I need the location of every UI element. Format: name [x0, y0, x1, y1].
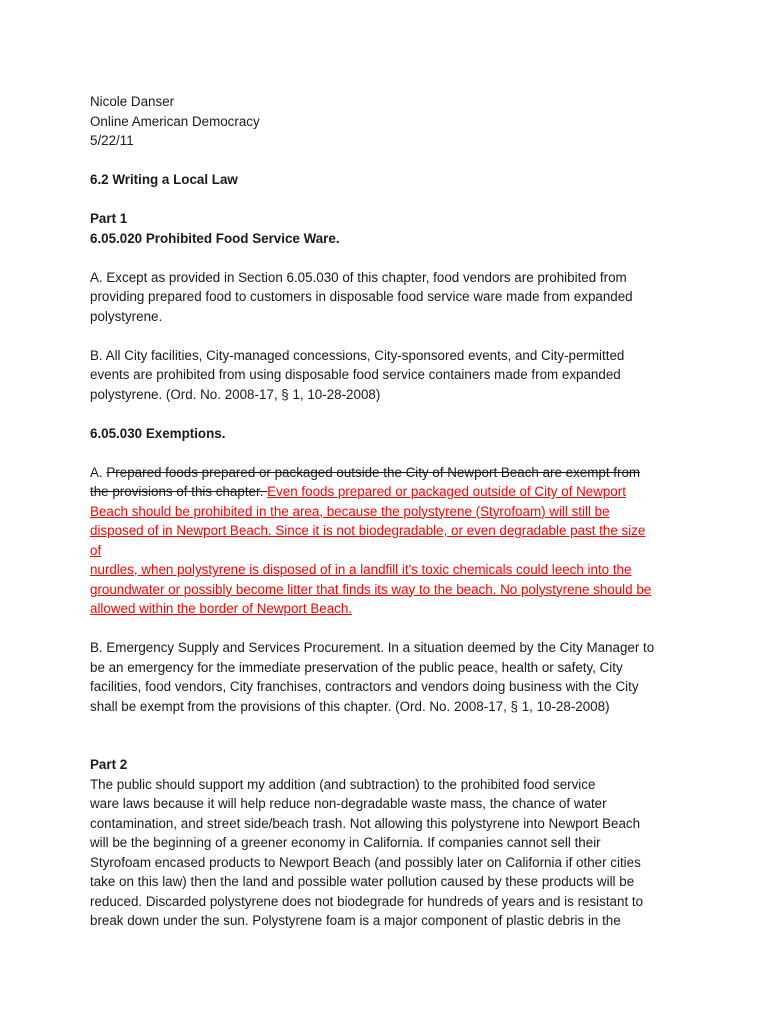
- struck-text: Prepared foods prepared or packaged outside the City of Newport Beach are exempt from: [106, 464, 641, 480]
- paragraph-line: will be the beginning of a greener economy in California. If companies cannot sell their: [90, 835, 601, 850]
- exemption-a: [90, 463, 680, 619]
- inserted-text: groundwater or possibly become litter that finds its way to the beach. No polystyrene should be: [90, 581, 652, 597]
- paragraph-a: [90, 268, 680, 327]
- paragraph-line: break down under the sun. Polystyrene foam is a major component of plastic debris in the: [90, 913, 621, 928]
- paragraph-line: B. Emergency Supply and Services Procurement. In a situation deemed by the City Manager to: [90, 640, 655, 655]
- paragraph-line: A. Except as provided in Section 6.05.030 of this chapter, food vendors are prohibited from: [90, 269, 627, 285]
- paragraph-line: shall be exempt from the provisions of this chapter. (Ord. No. 2008-17, § 1, 10-28-2008): [90, 698, 610, 714]
- inserted-text: of: [90, 542, 102, 558]
- assignment-title: 6.2 Writing a Local Law: [90, 172, 238, 187]
- document-page: [90, 92, 680, 931]
- author-name: Nicole Danser: [90, 94, 175, 109]
- paragraph-line: be an emergency for the immediate preservation of the public peace, health or safety, City: [90, 659, 623, 675]
- section-title-prohibited: 6.05.020 Prohibited Food Service Ware.: [90, 230, 340, 246]
- exemption-b: [90, 638, 680, 716]
- struck-text: the provisions of this chapter.: [90, 484, 268, 499]
- inserted-text: nurdles, when polystyrene is disposed of in a landfill it's toxic chemicals could leech into the: [90, 562, 632, 577]
- part2-heading: Part 2: [90, 757, 128, 772]
- course-name: Online American Democracy: [90, 113, 260, 129]
- inserted-text: Beach should be prohibited in the area, because the polystyrene (Styrofoam) will still be: [90, 503, 610, 519]
- paragraph-line: polystyrene.: [90, 308, 163, 324]
- exemption-a-line1: [90, 463, 680, 483]
- paragraph-line: contamination, and street side/beach trash. Not allowing this polystyrene into Newport Beach: [90, 815, 641, 831]
- paragraph-line: ware laws because it will help reduce non-degradable waste mass, the chance of water: [90, 796, 607, 811]
- inserted-text: Even foods prepared or packaged outside of City of Newport: [267, 484, 626, 499]
- paragraph-line: Styrofoam encased products to Newport Beach (and possibly later on California if other cities: [90, 854, 641, 870]
- exemption-a-prefix: A.: [90, 464, 107, 480]
- document-date: 5/22/11: [90, 133, 134, 148]
- paragraph-b: [90, 346, 680, 405]
- part1-heading: Part 1: [90, 211, 128, 226]
- paragraph-line: providing prepared food to customers in disposable food service ware made from expanded: [90, 289, 633, 304]
- paragraph-line: reduced. Discarded polystyrene does not biodegrade for hundreds of years and is resistant to: [90, 893, 644, 909]
- paragraph-line: facilities, food vendors, City franchises, contractors and vendors doing business with the City: [90, 679, 639, 694]
- part2-paragraph: [90, 775, 680, 931]
- paragraph-line: polystyrene. (Ord. No. 2008-17, § 1, 10-28-2008): [90, 386, 381, 402]
- paragraph-line: B. All City facilities, City-managed concessions, City-sponsored events, and City-permitted: [90, 347, 625, 363]
- section-title-exemptions: 6.05.030 Exemptions.: [90, 425, 226, 441]
- exemption-a-line2: [90, 482, 680, 502]
- inserted-text: disposed of in Newport Beach. Since it is not biodegradable, or even degradable past the size: [90, 523, 646, 538]
- inserted-text: allowed within the border of Newport Beach.: [90, 601, 353, 616]
- paragraph-line: events are prohibited from using disposable food service containers made from expanded: [90, 367, 621, 382]
- paragraph-line: The public should support my addition (and subtraction) to the prohibited food service: [90, 776, 596, 792]
- paragraph-line: take on this law) then the land and possible water pollution caused by these products will be: [90, 874, 635, 889]
